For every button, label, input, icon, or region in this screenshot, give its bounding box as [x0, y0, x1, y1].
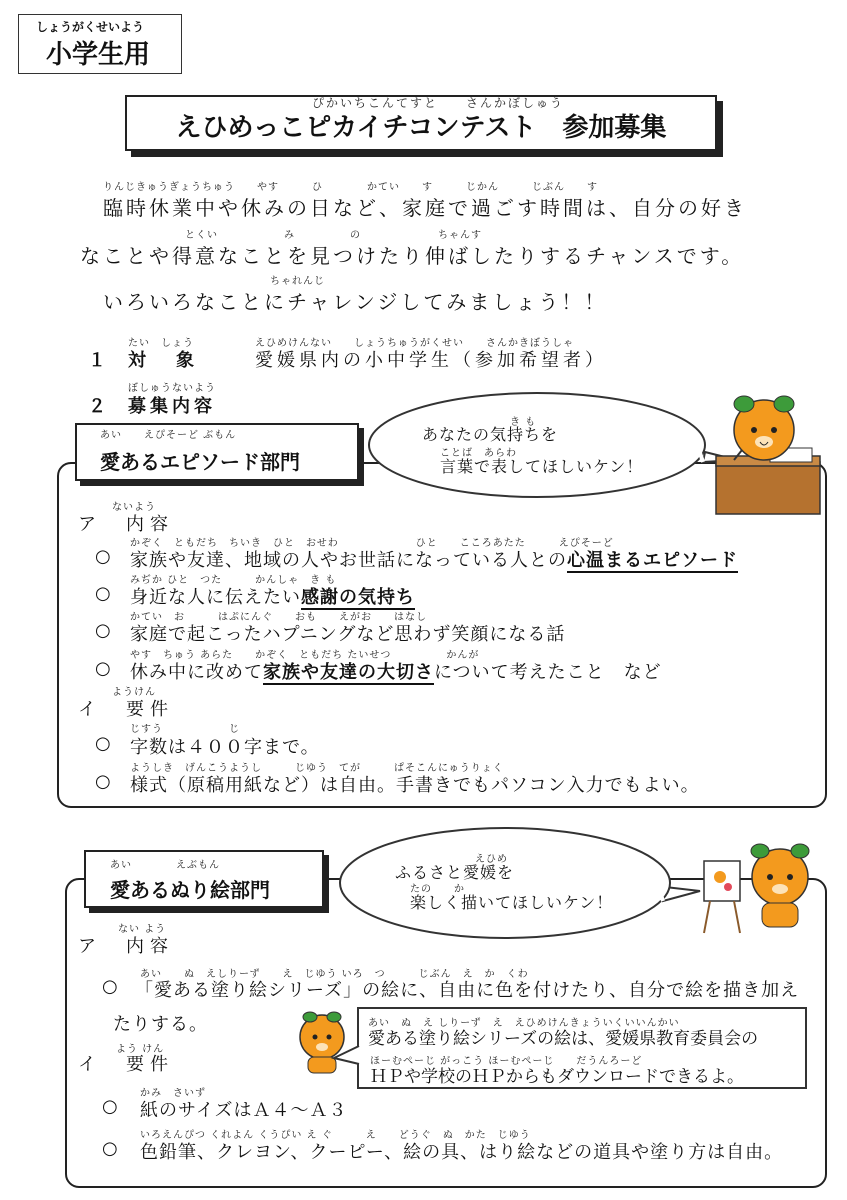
coloring-req1-furigana: かみ さいず: [140, 1088, 206, 1099]
coloring-req2: 色鉛筆、クレヨン、クーピー、絵の具、はり絵などの道具や塗り方は自由。: [140, 1142, 784, 1163]
coloring-a-label: ア 内容: [78, 936, 174, 957]
coloring-item1-furigana: あい ぬ えしりーず え じゆう いろ つ じぶん え か くわ: [140, 969, 529, 980]
coloring-bubble-line2-furigana: たの か: [410, 884, 465, 895]
intro-line1-furigana: りんじきゅうぎょうちゅう やす ひ かてい す じかん じぶん す: [103, 182, 598, 193]
bullet: ○: [95, 546, 111, 567]
episode-bubble-line1-furigana: き も: [510, 417, 537, 428]
coloring-bubble-line1: ふるさと愛媛を: [395, 863, 515, 882]
coloring-a-furigana: ない よう: [118, 924, 167, 935]
grade-label: 小学生用: [46, 40, 151, 70]
intro-line3: いろいろなことにチャレンジしてみましょう！！: [103, 290, 608, 314]
coloring-bubble-line2: 楽しく描いてほしいケン！: [410, 893, 614, 912]
coloring-item1: 「愛ある塗り絵シリーズ」の絵に、自由に色を付けたり、自分で絵を描き加え: [135, 980, 800, 1001]
bullet: ○: [102, 1138, 118, 1159]
section-1-value: 愛媛県内の小中学生（参加希望者）: [255, 350, 607, 371]
section-2-label-furigana: ぼしゅうないよう: [128, 383, 216, 394]
coloring-tab-title: 愛あるぬり絵部門: [110, 878, 270, 902]
episode-a-furigana: ないよう: [112, 502, 156, 513]
episode-item2-furigana: みぢか ひと つた かんしゃ き も: [130, 575, 337, 586]
episode-a-label: ア 内容: [78, 514, 174, 535]
episode-speech-bubble: [365, 390, 745, 500]
coloring-i-furigana: よう けん: [116, 1044, 165, 1055]
bullet: ○: [95, 733, 111, 754]
grade-furigana: しょうがくせいよう: [36, 20, 145, 34]
episode-i-furigana: ようけん: [112, 687, 156, 698]
episode-req2-furigana: ようしき げんこうようし じゆう てが ぱそこんにゅうりょく: [130, 763, 504, 774]
bullet: ○: [95, 583, 111, 604]
intro-line3-furigana: ちゃれんじ: [270, 276, 325, 287]
coloring-bubble-line1-furigana: えひめ: [475, 854, 508, 865]
note-line1-furigana: あい ぬ え しりーず え えひめけんきょういくいいんかい: [368, 1018, 680, 1029]
page-title: えひめっこピカイチコンテスト 参加募集: [175, 113, 667, 143]
episode-bubble-line2: 言葉で表してほしいケン！: [440, 457, 644, 476]
episode-item4: 休み中に改めて家族や友達の大切さについて考えたこと など: [130, 662, 662, 683]
episode-i-label: イ 要件: [78, 699, 174, 720]
bullet: ○: [95, 771, 111, 792]
section-1-value-furigana: えひめけんない しょうちゅうがくせい さんかきぼうしゃ: [255, 338, 574, 349]
episode-item4-furigana: やす ちゅう あらた かぞく ともだち たいせつ かんが: [130, 650, 480, 661]
section-1-number: １: [88, 350, 106, 371]
intro-line2-furigana: とくい み の ちゃんす: [185, 230, 482, 241]
episode-bubble-line1: あなたの気持ちを: [422, 425, 559, 444]
intro-line2: なことや得意なことを見つけたり伸ばしたりするチャンスです。: [80, 244, 745, 268]
episode-tab-title: 愛あるエピソード部門: [100, 450, 300, 474]
episode-req1: 字数は４００字まで。: [130, 737, 320, 758]
coloring-req1: 紙のサイズはＡ４～Ａ３: [140, 1100, 348, 1121]
mascot-writing-illustration: [712, 390, 824, 515]
episode-item3-furigana: かてい お はぷにんぐ おも えがお はなし: [130, 612, 427, 623]
coloring-speech-bubble: [335, 825, 710, 940]
bullet: ○: [102, 1096, 118, 1117]
episode-item1-furigana: かぞく ともだち ちいき ひと おせわ ひと こころあたた えぴそーど: [130, 538, 614, 549]
note-line2: ＨＰや学校のＨＰからもダウンロードできるよ。: [370, 1067, 744, 1087]
section-2-number: ２: [88, 396, 106, 417]
coloring-i-label: イ 要件: [78, 1054, 174, 1075]
coloring-req2-furigana: いろえんぴつ くれよん くうぴい え ぐ え どうぐ ぬ かた じゆう: [140, 1130, 531, 1141]
episode-item3: 家庭で起こったハプニングなど思わず笑顔になる話: [130, 624, 566, 645]
note-line2-furigana: ほーむぺーじ がっこう ほーむぺーじ だうんろーど: [370, 1056, 643, 1067]
coloring-item1-continued: たりする。: [113, 1014, 208, 1035]
section-1-label: 対 象: [128, 350, 200, 371]
episode-tab-furigana: あい えぴそーど ぶもん: [100, 430, 237, 441]
bullet: ○: [95, 658, 111, 679]
episode-item1: 家族や友達、地域の人やお世話になっている人との心温まるエピソード: [130, 550, 738, 571]
bullet: ○: [102, 976, 118, 997]
bullet: ○: [95, 620, 111, 641]
note-line1: 愛ある塗り絵シリーズの絵は、愛媛県教育委員会の: [368, 1029, 759, 1049]
episode-item2: 身近な人に伝えたい感謝の気持ち: [130, 587, 415, 608]
episode-req1-furigana: じすう じ: [130, 724, 240, 735]
episode-req2: 様式（原稿用紙など）は自由。手書きでもパソコン入力でもよい。: [130, 775, 700, 796]
coloring-tab-furigana: あい えぶもん: [110, 860, 220, 871]
mascot-painting-illustration: [700, 835, 825, 935]
episode-bubble-line2-furigana: ことば あらわ: [440, 448, 517, 459]
title-furigana: ぴかいちこんてすと さんかぼしゅう: [312, 96, 565, 110]
intro-line1: 臨時休業中や休みの日など、家庭で過ごす時間は、自分の好き: [103, 196, 747, 220]
section-2-label: 募集内容: [128, 396, 216, 417]
section-1-label-furigana: たい しょう: [128, 338, 194, 349]
